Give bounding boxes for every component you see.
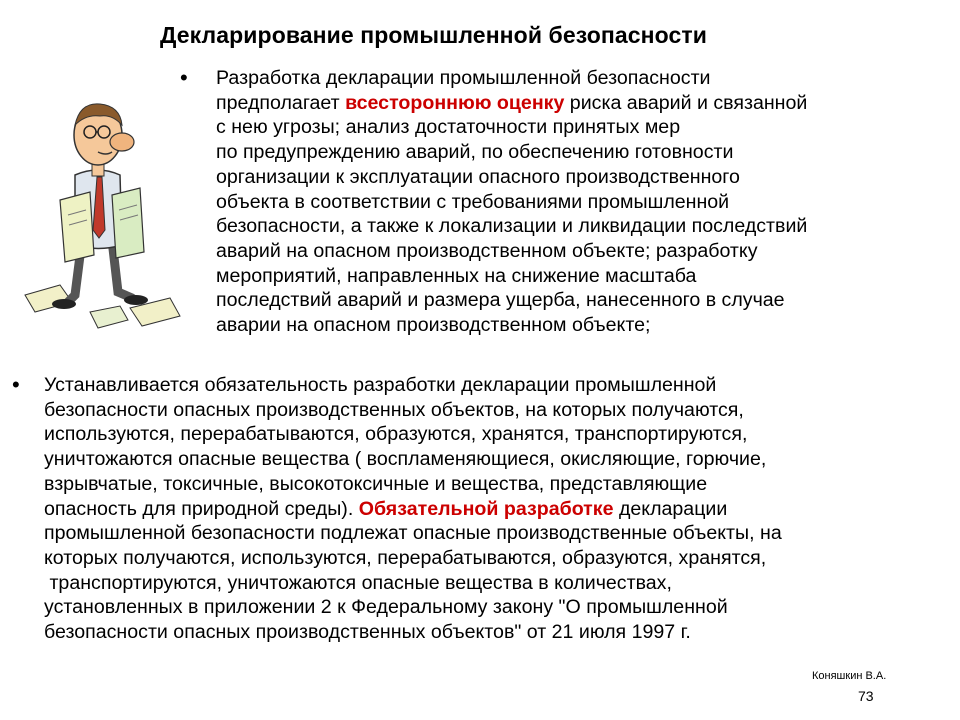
text-line: используются, перерабатываются, образуются, хранятся, транспортируются, xyxy=(44,423,748,446)
text-segment: опасность для природной среды). xyxy=(44,497,359,520)
text-line-with-highlight xyxy=(44,497,954,522)
highlighted-text: Обязательной разработке xyxy=(358,497,614,520)
text-line-with-highlight xyxy=(216,91,951,116)
text-line: объекта в соответствии с требованиями промышленной xyxy=(216,190,730,213)
office-worker-clipart-icon xyxy=(20,80,195,335)
text-line: промышленной безопасности подлежат опасные производственные объекты, на xyxy=(44,522,782,545)
text-line: безопасности опасных производственных объектов" от 21 июля 1997 г. xyxy=(44,621,691,644)
text-line: с нею угрозы; анализ достаточности принятых мер xyxy=(216,116,681,139)
text-line: организации к эксплуатации опасного производственного xyxy=(216,165,740,188)
text-line: аварий на опасном производственном объекте; разработку xyxy=(216,239,758,262)
paragraph-declaration-development xyxy=(216,66,951,338)
text-line: Разработка декларации промышленной безопасности xyxy=(216,67,711,89)
text-segment: риска аварий и связанной xyxy=(564,91,808,114)
slide-title: Декларирование промышленной безопасности xyxy=(160,22,707,48)
author-name: Коняшкин В.А. xyxy=(812,670,887,682)
text-line: которых получаются, используются, перерабатываются, образуются, хранятся, xyxy=(44,546,767,569)
highlighted-text: всестороннюю оценку xyxy=(345,91,565,114)
text-line: уничтожаются опасные вещества ( воспламеняющиеся, окисляющие, горючие, xyxy=(44,448,767,471)
page-number: 73 xyxy=(858,688,874,704)
text-line: установленных в приложении 2 к Федеральному закону "О промышленной xyxy=(44,596,728,619)
text-line: безопасности опасных производственных объектов, на которых получаются, xyxy=(44,398,744,421)
text-line: безопасности, а также к локализации и ликвидации последствий xyxy=(216,215,808,238)
bullet-2: • xyxy=(12,372,20,397)
text-line: взрывчатые, токсичные, высокотоксичные и вещества, представляющие xyxy=(44,472,708,495)
text-line: транспортируются, уничтожаются опасные вещества в количествах, xyxy=(44,571,672,594)
text-line: последствий аварий и размера ущерба, нанесенного в случае xyxy=(216,289,785,312)
bullet-1: • xyxy=(180,65,188,90)
paragraph-mandatory-declaration xyxy=(44,373,954,645)
text-line: по предупреждению аварий, по обеспечению готовности xyxy=(216,141,734,164)
text-line: аварии на опасном производственном объекте; xyxy=(216,314,651,337)
text-segment: предполагает xyxy=(216,91,346,114)
text-segment: декларации xyxy=(613,497,728,520)
text-line: мероприятий, направленных на снижение масштаба xyxy=(216,264,697,287)
text-line: Устанавливается обязательность разработки декларации промышленной xyxy=(44,374,717,396)
